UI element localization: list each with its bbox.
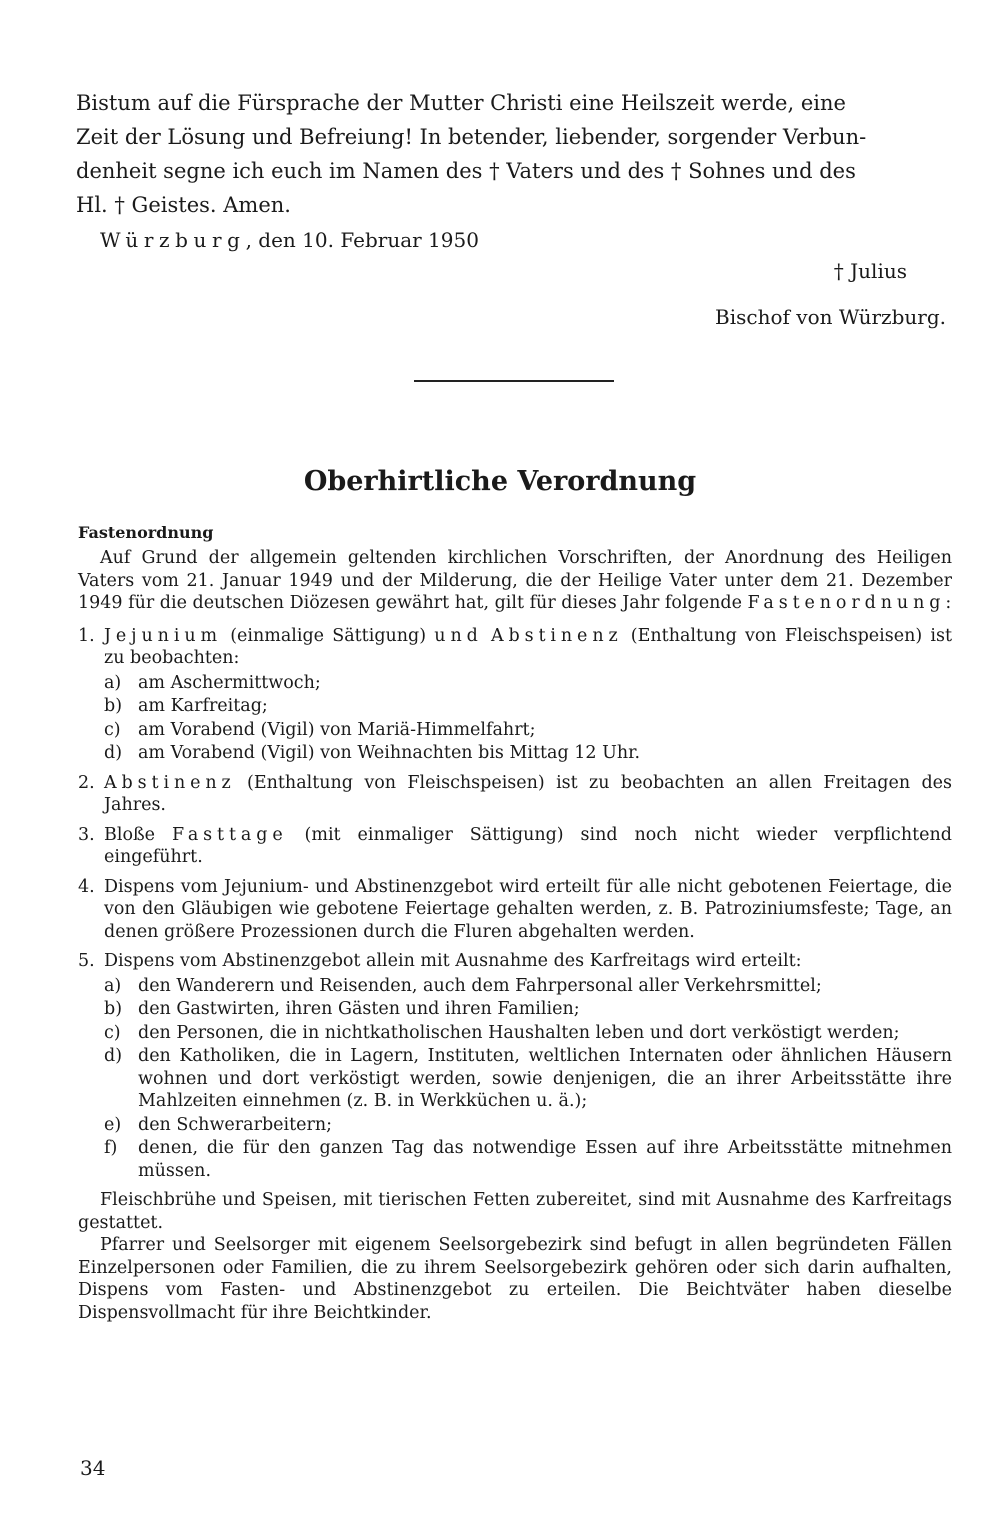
sub-letter: b) <box>104 696 123 716</box>
dateline-place: Würzburg <box>100 228 246 252</box>
intro-term: Fastenordnung <box>747 593 946 613</box>
sub-item <box>104 998 952 1021</box>
dateline <box>100 225 479 255</box>
closing-line: Bistum auf die Fürsprache der Mutter Christi eine Heilszeit werde, eine <box>76 91 846 115</box>
section-title: Fastenordnung <box>78 523 214 542</box>
item-number: 5. <box>78 951 95 971</box>
signature-title: Bischof von Würzburg. <box>715 305 946 329</box>
item-text-part: (einmalige Sättigung) <box>222 625 435 646</box>
page-number: 34 <box>80 1456 106 1480</box>
signature-name: † Julius <box>833 259 907 283</box>
item-text-part: (mit einmaliger Sättigung) sind noch nicht wieder verpflichtend eingeführt. <box>104 824 952 867</box>
item-text-part: (Enthaltung von Fleischspeisen) ist zu beobachten: <box>104 625 952 668</box>
item-space <box>483 626 491 646</box>
list-item <box>78 625 952 765</box>
sub-letter: c) <box>104 1022 121 1043</box>
item-number: 1. <box>78 625 95 646</box>
dateline-date: , den 10. Februar 1950 <box>245 228 479 252</box>
item-term: Abstinenz <box>490 625 623 646</box>
closing-paragraph <box>76 86 952 222</box>
item-text <box>104 824 952 869</box>
sub-letter: a) <box>104 975 122 996</box>
item-number: 4. <box>78 876 95 897</box>
closing-line: Zeit der Lösung und Befreiung! In betender, liebender, sorgender Verbun- <box>76 125 867 149</box>
sub-item <box>104 672 952 695</box>
sub-item <box>104 742 952 765</box>
item-term: Fasttage <box>171 824 288 845</box>
sub-item <box>104 1114 952 1137</box>
sub-item <box>104 719 952 742</box>
sub-list <box>104 975 952 1183</box>
sub-text: am Vorabend (Vigil) von Weihnachten bis Mittag 12 Uhr. <box>138 743 641 763</box>
section-body <box>78 547 952 1324</box>
sub-item <box>104 975 952 998</box>
sub-item <box>104 1022 952 1045</box>
sub-letter: a) <box>104 672 122 693</box>
list-item <box>78 950 952 1182</box>
sub-letter: d) <box>104 1046 123 1066</box>
item-term: Jejunium <box>104 625 223 646</box>
intro-end: : <box>945 593 952 613</box>
sub-text: den Gastwirten, ihren Gästen und ihren Familien; <box>138 999 580 1019</box>
item-number: 2. <box>78 772 95 793</box>
sub-list <box>104 672 952 765</box>
sub-text: denen, die für den ganzen Tag das notwendige Essen auf ihre Arbeitsstätte mitnehmen müssen. <box>138 1138 952 1181</box>
sub-text: am Vorabend (Vigil) von Mariä-Himmelfahrt; <box>138 719 536 740</box>
ordinance-list <box>78 625 952 1183</box>
item-text: Dispens vom Abstinenzgebot allein mit Ausnahme des Karfreitags wird erteilt: <box>104 951 802 971</box>
item-number: 3. <box>78 824 95 845</box>
sub-text: den Schwerarbeitern; <box>138 1114 333 1135</box>
list-item <box>78 772 952 817</box>
item-text: Dispens vom Jejunium- und Abstinenzgebot wird erteilt für alle nicht gebotenen Feiertage, die von den Gläubigen wie gebotene Feiertage gehalten werden, z. B. Patroziniumsfeste; Tage, an denen größere Prozessionen durch die Fluren abgehalten werden. <box>104 876 952 942</box>
item-text <box>104 625 952 670</box>
list-item <box>78 876 952 944</box>
item-text <box>104 772 952 817</box>
item-text-part: (Enthaltung von Fleischspeisen) ist zu beobachten an allen Freitagen des Jahres. <box>104 772 952 815</box>
broth-paragraph: Fleischbrühe und Speisen, mit tierischen Fetten zubereitet, sind mit Ausnahme des Karfreitags gestattet. <box>78 1190 952 1233</box>
section-divider <box>414 380 614 382</box>
sub-letter: d) <box>104 743 123 763</box>
sub-text: den Wanderern und Reisenden, auch dem Fahrpersonal aller Verkehrsmittel; <box>138 975 822 996</box>
sub-item <box>104 1045 952 1113</box>
sub-text: am Karfreitag; <box>138 696 268 716</box>
item-text-part: Bloße <box>104 824 172 845</box>
intro-text: Auf Grund der allgemein geltenden kirchlichen Vorschriften, der Anordnung des Heiligen Vaters vom 21. Januar 1949 und der Milderung, die der Heilige Vater unter dem 21. Dezember 1949 für die deutschen Diözesen gewährt hat, gilt für dieses Jahr folgende <box>78 548 952 613</box>
sub-letter: e) <box>104 1114 122 1135</box>
sub-text: am Aschermittwoch; <box>138 672 321 693</box>
sub-letter: b) <box>104 999 123 1019</box>
sub-text: den Personen, die in nichtkatholischen Haushalten leben und dort verköstigt werden; <box>138 1022 900 1043</box>
closing-line: Hl. † Geistes. Amen. <box>76 193 291 217</box>
sub-letter: c) <box>104 719 121 740</box>
page-heading: Oberhirtliche Verordnung <box>303 466 697 497</box>
closing-line: denheit segne ich euch im Namen des † Vaters und des † Sohnes und des <box>76 159 856 183</box>
sub-letter: f) <box>104 1138 118 1158</box>
pastors-paragraph: Pfarrer und Seelsorger mit eigenem Seelsorgebezirk sind befugt in allen begründeten Fällen Einzelpersonen oder Familien, die zu ihrem Seelsorgebezirk gehören oder sich darin aufhalten, Dispens vom Fasten- und Abstinenzgebot zu erteilen. Die Beichtväter haben dieselbe Dispensvollmacht für ihre Beichtkinder. <box>78 1235 952 1323</box>
sub-item <box>104 695 952 718</box>
item-term: Abstinenz <box>104 772 236 793</box>
sub-text: den Katholiken, die in Lagern, Instituten, weltlichen Internaten oder ähnlichen Häusern wohnen und dort verköstigt werden, sowie denjenigen, die an ihrer Arbeitsstätte ihre Mahlzeiten einnehmen (z. B. in Werkküchen u. ä.); <box>138 1046 952 1111</box>
sub-item <box>104 1137 952 1182</box>
intro-paragraph <box>78 547 952 615</box>
item-conjunction: und <box>434 625 483 646</box>
list-item <box>78 824 952 869</box>
